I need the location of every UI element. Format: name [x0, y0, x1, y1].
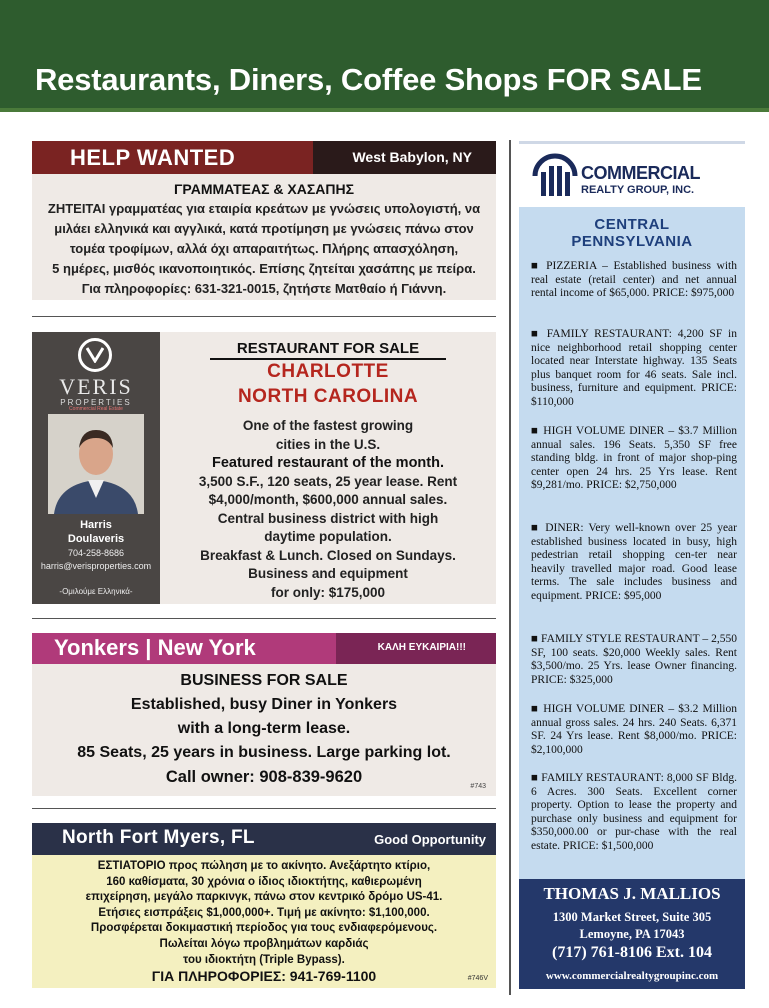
help-wanted-ad — [32, 141, 496, 300]
ad-state: NORTH CAROLINA — [237, 386, 419, 407]
listings-panel — [519, 207, 745, 879]
building-icon — [531, 152, 579, 200]
ad-heading: RESTAURANT FOR SALE — [210, 340, 446, 360]
ad-contact: ΓΙΑ ΠΛΗΡΟΦΟΡΙΕΣ: 941-769-1100 — [151, 968, 377, 984]
ad-body — [36, 179, 492, 299]
ad-line: Για πληροφορίες: 631-321-0015, ζητήστε Ματθαίο ή Γιάννη. — [81, 281, 447, 296]
veris-logo-sub: PROPERTIES — [60, 398, 132, 407]
agent-phone: 704-258-8686 — [67, 548, 125, 558]
ad-reference: #746V — [467, 975, 488, 982]
ad-line: ΖΗΤΕΙΤΑΙ γραμματέας για εταιρία κρεάτων με γνώσεις υπολογιστή, να — [47, 201, 481, 216]
veris-logo-icon — [78, 338, 112, 372]
logo-name: COMMERCIAL — [581, 163, 700, 183]
agent-phone: (717) 761-8106 Ext. 104 — [552, 944, 712, 961]
ad-divider — [32, 618, 496, 619]
ad-main — [160, 332, 496, 604]
ad-title: Yonkers | New York — [54, 635, 256, 660]
agent-website: www.commercialrealtygroupinc.com — [545, 970, 719, 982]
listing-item: ■ DINER: Very well-known over 25 year established business located in busy, high pedestrian retail shopping cen-ter near heavily travelled major road. Good lease terms. The sale includes business and equipment. PRICE: $95,000 — [531, 522, 737, 602]
ad-city: CHARLOTTE — [267, 361, 389, 382]
ad-tag: Good Opportunity — [374, 832, 486, 847]
ad-line: μιλάει ελληνικά και αγγλικά, κατά προτίμηση με γνώσεις πάνω στον — [54, 221, 474, 236]
agent-language: -Ομιλούμε Ελληνικά- — [59, 587, 133, 596]
ad-divider — [32, 808, 496, 809]
listing-item: ■ FAMILY RESTAURANT: 8,000 SF Bldg. 6 Acres. 300 Seats. Excellent corner property. Option to lease the property and purchase only business and equipment for $350,000.00 or pur-chase with the real estate. PRICE: $1,500,000 — [531, 772, 737, 852]
ad-body: One of the fastest growing cities in the U.S. Featured restaurant of the month. 3,500 S.F., 120 seats, 25 year lease. Rent $4,000/month, $600,000 annual sales. Central business district with high daytime population. Breakfast & Lunch. Closed on Sundays. Business and equipment for only: $175,000 — [198, 418, 458, 600]
charlotte-restaurant-ad — [32, 332, 496, 604]
agent-address: 1300 Market Street, Suite 305 Lemoyne, PA 17043 — [552, 910, 712, 941]
ad-title: North Fort Myers, FL — [62, 827, 255, 848]
listing-item: ■ FAMILY STYLE RESTAURANT – 2,550 SF, 100 seats. $20,000 Weekly sales. Rent $3,500/mo. 25 Yrs. lease Owner financing. PRICE: $325,000 — [531, 633, 737, 686]
agent-name: THOMAS J. MALLIOS — [543, 884, 721, 903]
listing-item: ■ HIGH VOLUME DINER – $3.2 Million annual gross sales. 24 hrs. 240 Seats. 6,371 SF. 24 Yrs lease. Rent $8,000/mo. PRICE: $2,100,000 — [531, 703, 737, 756]
agent-contact-footer — [519, 879, 745, 989]
ad-divider — [32, 316, 496, 317]
agent-contact — [32, 547, 160, 573]
ad-body: BUSINESS FOR SALE Established, busy Diner in Yonkers with a long-term lease. 85 Seats, 25 years in business. Large parking lot. Call owner: 908-839-9620 — [77, 672, 451, 786]
listing-item: ■ FAMILY RESTAURANT: 4,200 SF in nice neighborhood retail shopping center located near Interstate highway. 135 Seats plus banquet room for 46 seats. Sale incl. business, furniture and equipment. PRICE: $110,000 — [531, 328, 737, 408]
ad-body: ΕΣΤΙΑΤΟΡΙΟ προς πώληση με το ακίνητο. Ανεξάρτητο κτίριο, 160 καθίσματα, 30 χρόνια ο ίδιος ιδιοκτήτης, καθιερωμένη επιχείρηση, μεγάλο παρκινγκ, πάνω στον κεντρικό δρόμο US-41. Ετήσιες εισπράξεις $1,000,000+. Τιμή με ακίνητο: $1,100,000. Προσφέρεται δοκιμαστική περίοδος για τους ενδιαφερόμενους. Πωλείται λόγω προβλημάτων καρδιάς του ιδιοκτήτη (Triple Bypass). — [85, 860, 443, 966]
agent-panel — [32, 332, 160, 604]
veris-logo-name: VERIS — [59, 374, 133, 399]
ad-title: HELP WANTED — [70, 145, 236, 170]
agent-photo — [48, 414, 144, 514]
page-title: Restaurants, Diners, Coffee Shops FOR SALE — [35, 62, 702, 97]
listing-item: ■ HIGH VOLUME DINER – $3.7 Million annual sales. 196 Seats. 5,350 SF free standing bldg. in front of major shop-ping center open 24 hrs. 25 Yrs lease. Rent $9,281/mo. PRICE: $2,750,000 — [531, 425, 737, 491]
ad-reference: #743 — [470, 783, 486, 790]
ad-location: West Babylon, NY — [352, 149, 472, 165]
agent-email: harris@verisproperties.com — [40, 561, 152, 571]
page-header — [0, 0, 769, 112]
ad-line: 5 ημέρες, μισθός ικανοποιητικός. Επίσης ζητείται χασάπης με πείρα. — [52, 261, 476, 276]
ad-tag: ΚΑΛΗ ΕΥΚΑΙΡΙΑ!!! — [377, 642, 466, 653]
veris-logo-tagline: Commercial Real Estate — [69, 406, 123, 412]
column-divider — [509, 140, 511, 995]
commercial-realty-logo — [519, 141, 745, 210]
yonkers-diner-ad — [32, 633, 496, 796]
ad-heading: ΓΡΑΜΜΑΤΕΑΣ & ΧΑΣΑΠΗΣ — [174, 181, 354, 197]
region-title: CENTRAL PENNSYLVANIA — [571, 216, 693, 250]
listing-item: ■ PIZZERIA – Established business with real estate (retail center) and net annual rental income of $65,000. PRICE: $975,000 — [531, 260, 737, 299]
ad-line: τομέα τροφίμων, αλλά όχι απαραιτήτως. Πλήρης απασχόληση, — [69, 241, 459, 256]
fort-myers-restaurant-ad — [32, 823, 496, 988]
logo-sub: REALTY GROUP, INC. — [581, 184, 695, 196]
agent-name: Harris Doulaveris — [67, 519, 125, 545]
